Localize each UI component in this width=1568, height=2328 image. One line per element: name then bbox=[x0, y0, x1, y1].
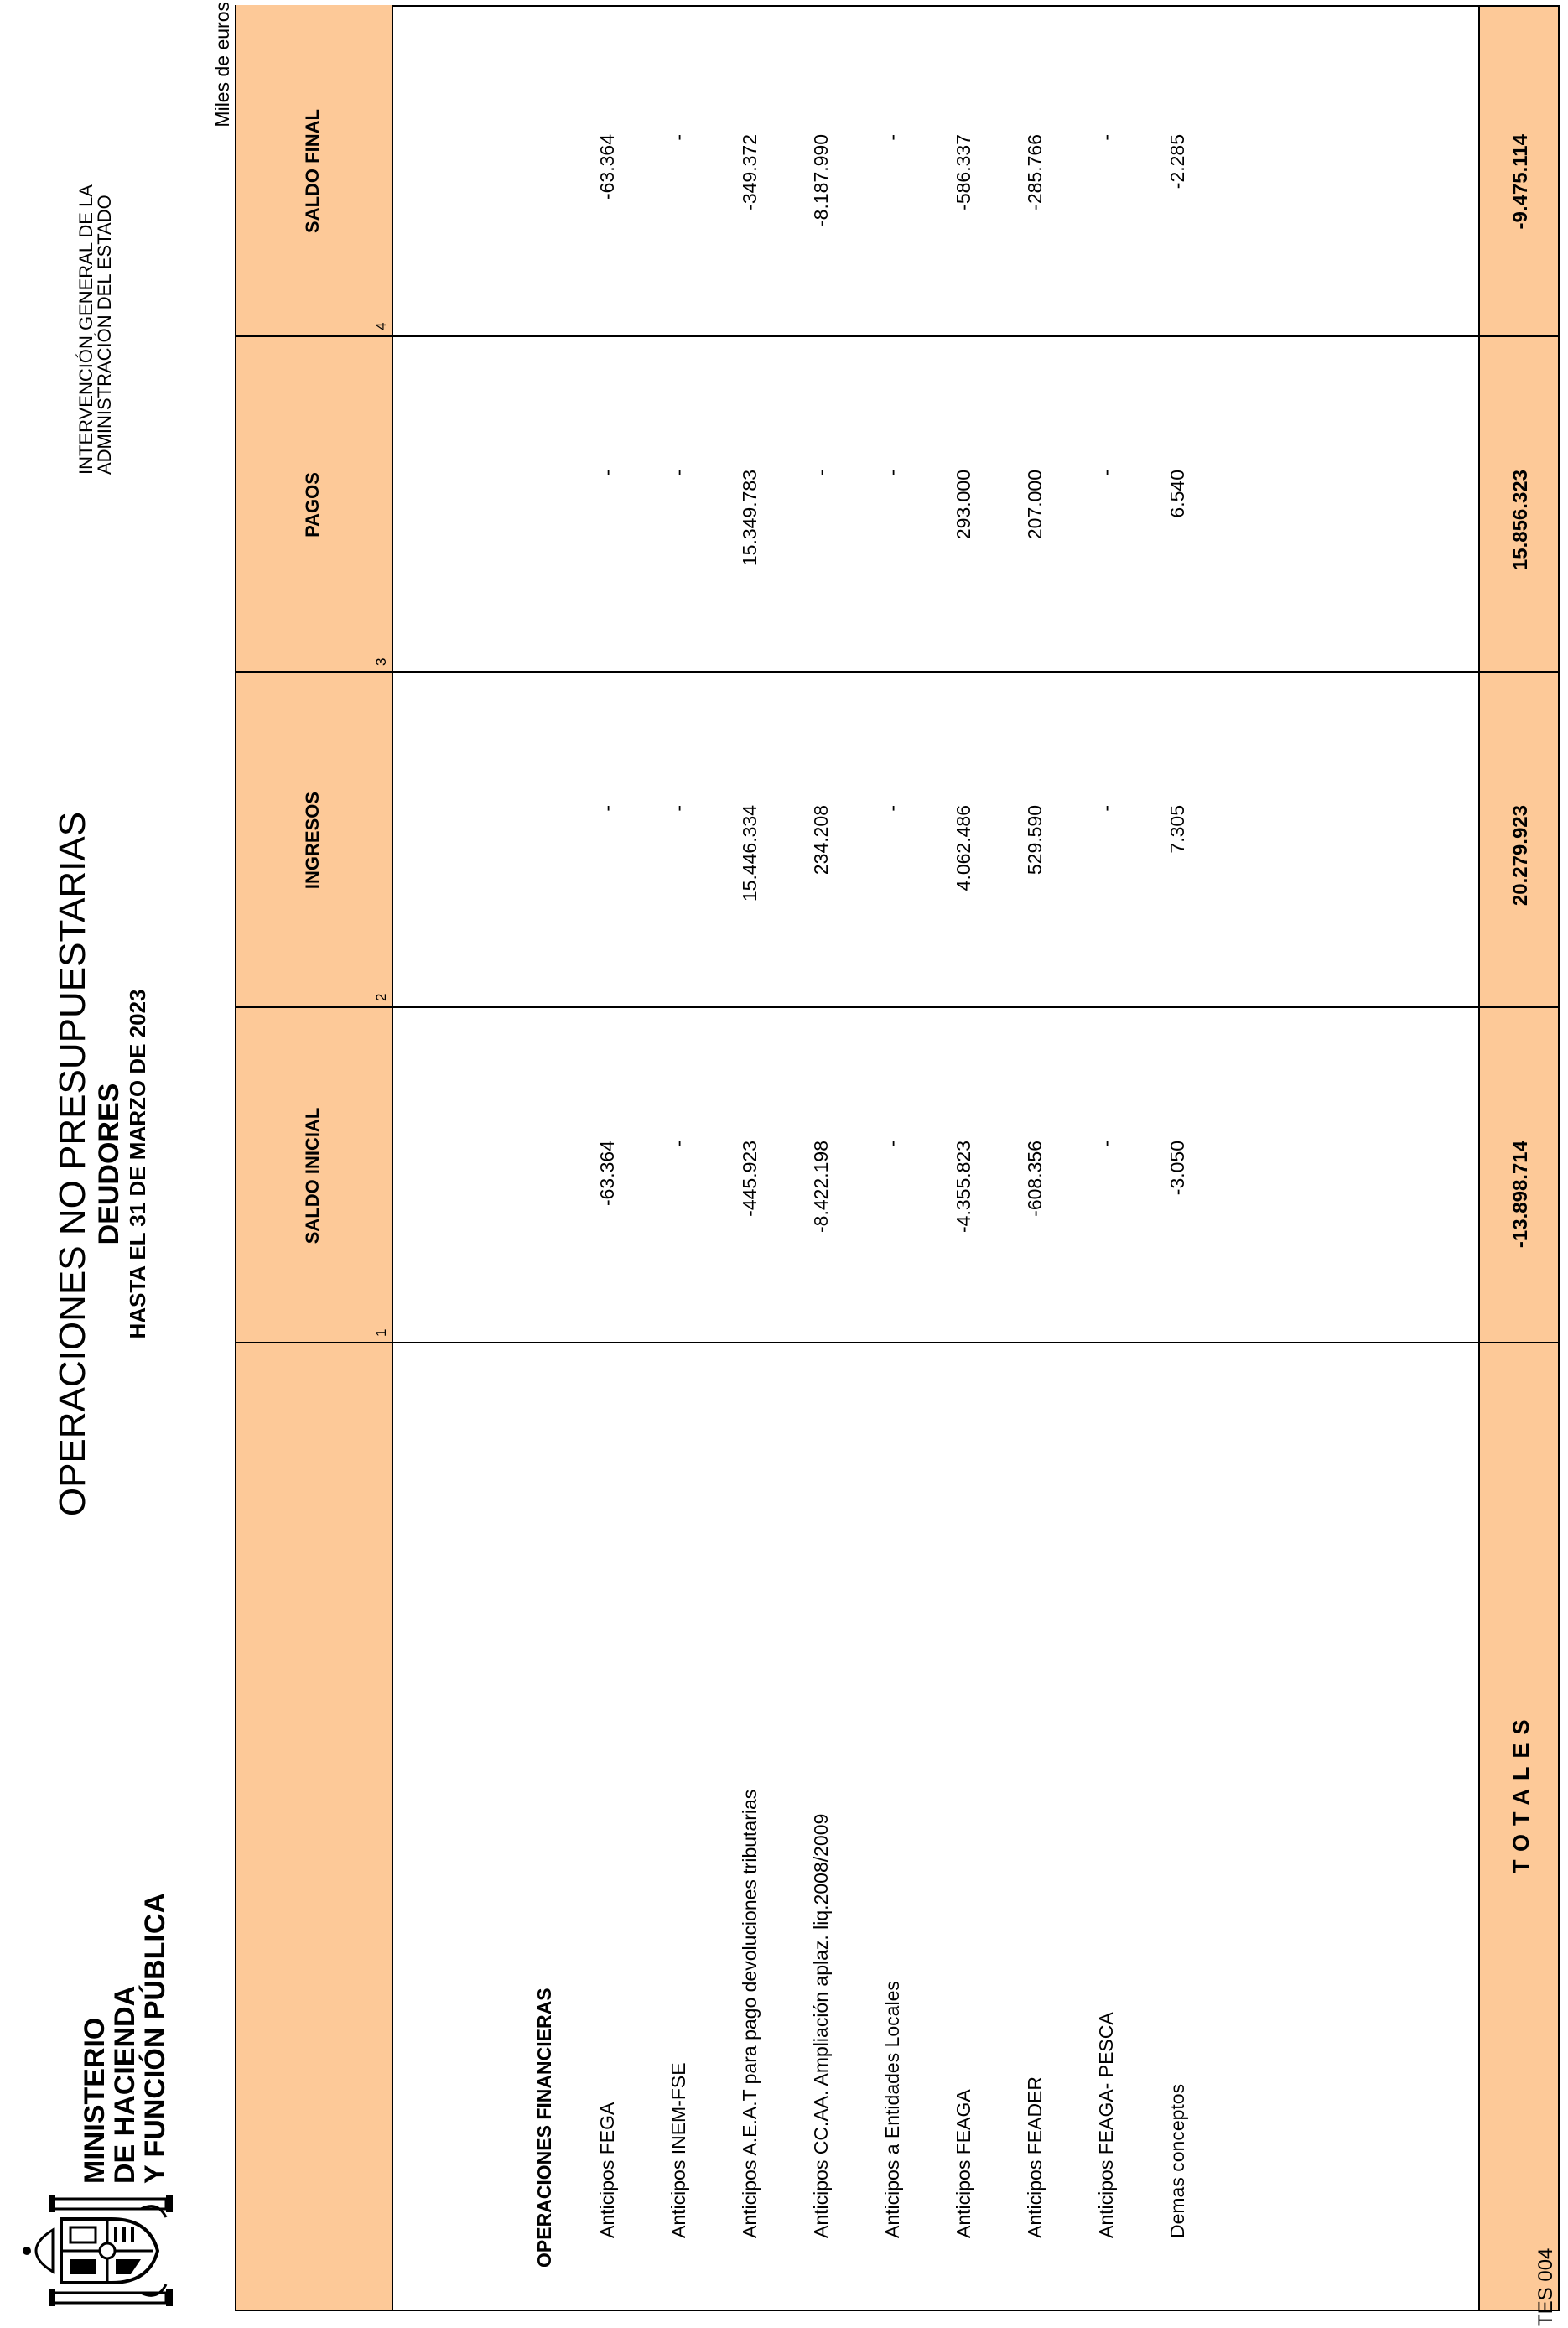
row-saldo-inicial: -63.364 bbox=[596, 1141, 618, 1207]
row-ingresos: - bbox=[596, 805, 618, 812]
units-label: Miles de euros bbox=[211, 2, 233, 127]
header-saldo-final bbox=[236, 5, 392, 337]
ministry-line-2: DE HACIENDA bbox=[109, 1985, 141, 2184]
header-saldo-inicial bbox=[236, 1008, 392, 1343]
page-title: OPERACIONES NO PRESUPUESTARIAS bbox=[52, 811, 93, 1517]
total-pagos: 15.856.323 bbox=[1509, 470, 1532, 571]
row-ingresos: - bbox=[881, 805, 903, 812]
page-subtitle: DEUDORES bbox=[93, 1083, 125, 1245]
column-divider bbox=[236, 671, 1558, 673]
row-ingresos: 4.062.486 bbox=[953, 805, 974, 891]
total-saldo-final: -9.475.114 bbox=[1509, 134, 1532, 230]
row-concept: Anticipos FEAGA bbox=[953, 2089, 974, 2238]
row-pagos: - bbox=[881, 470, 903, 476]
section-title: OPERACIONES FINANCIERAS bbox=[533, 1988, 555, 2268]
row-saldo-final: - bbox=[667, 134, 689, 141]
agency-name bbox=[77, 184, 114, 475]
date-line: HASTA EL 31 DE MARZO DE 2023 bbox=[125, 989, 150, 1339]
row-pagos: 15.349.783 bbox=[739, 470, 761, 567]
column-label: SALDO FINAL bbox=[302, 109, 323, 233]
column-divider bbox=[236, 1342, 1558, 1343]
row-saldo-inicial: - bbox=[1095, 1141, 1117, 1147]
row-saldo-final: -285.766 bbox=[1024, 134, 1046, 210]
row-saldo-final: -2.285 bbox=[1166, 134, 1188, 190]
row-saldo-inicial: -8.422.198 bbox=[810, 1141, 832, 1233]
total-ingresos: 20.279.923 bbox=[1509, 805, 1532, 907]
header-ingresos bbox=[236, 673, 392, 1008]
row-saldo-inicial: -3.050 bbox=[1166, 1141, 1188, 1196]
totals-label: TOTALES bbox=[1508, 1711, 1534, 1873]
row-concept: Demas conceptos bbox=[1166, 2083, 1188, 2238]
header-pagos bbox=[236, 337, 392, 673]
row-pagos: - bbox=[596, 470, 618, 476]
row-saldo-final: -63.364 bbox=[596, 134, 618, 200]
row-concept: Anticipos A.E.A.T para pago devoluciones tributarias bbox=[739, 1789, 761, 2238]
row-concept: Anticipos FEAGA- PESCA bbox=[1095, 2012, 1117, 2238]
row-saldo-inicial: - bbox=[881, 1141, 903, 1147]
header-divider bbox=[392, 7, 393, 2310]
totals-divider bbox=[1478, 7, 1480, 2310]
row-saldo-final: -586.337 bbox=[953, 134, 974, 210]
row-ingresos: 234.208 bbox=[810, 805, 832, 876]
row-pagos: 6.540 bbox=[1166, 470, 1188, 518]
row-pagos: - bbox=[810, 470, 832, 476]
agency-line-1: INTERVENCIÓN GENERAL DE LA bbox=[75, 184, 96, 475]
row-ingresos: - bbox=[1095, 805, 1117, 812]
row-pagos: - bbox=[1095, 470, 1117, 476]
row-concept: Anticipos INEM-FSE bbox=[667, 2062, 689, 2238]
row-saldo-inicial: -445.923 bbox=[739, 1141, 761, 1217]
column-label: PAGOS bbox=[302, 472, 323, 538]
column-label: INGRESOS bbox=[302, 791, 323, 890]
row-ingresos: 529.590 bbox=[1024, 805, 1046, 876]
row-pagos: - bbox=[667, 470, 689, 476]
column-number: 4 bbox=[373, 322, 389, 330]
row-pagos: 293.000 bbox=[953, 470, 974, 540]
row-ingresos: 7.305 bbox=[1166, 805, 1188, 854]
row-saldo-inicial: - bbox=[667, 1141, 689, 1147]
row-saldo-final: - bbox=[1095, 134, 1117, 141]
header-concept-cell bbox=[236, 1343, 392, 2310]
column-number: 1 bbox=[373, 1328, 389, 1337]
row-concept: Anticipos CC.AA. Ampliación aplaz. liq.2008/2009 bbox=[810, 1813, 832, 2238]
row-concept: Anticipos a Entidades Locales bbox=[881, 1981, 903, 2238]
ministry-line-3: Y FUNCIÓN PÚBLICA bbox=[139, 1893, 171, 2184]
column-label: SALDO INICIAL bbox=[302, 1107, 323, 1245]
row-ingresos: 15.446.334 bbox=[739, 805, 761, 902]
row-pagos: 207.000 bbox=[1024, 470, 1046, 540]
row-concept: Anticipos FEADER bbox=[1024, 2076, 1046, 2238]
row-saldo-inicial: -608.356 bbox=[1024, 1141, 1046, 1217]
data-table bbox=[235, 5, 1560, 2311]
row-saldo-final: - bbox=[881, 134, 903, 141]
agency-line-2: ADMINISTRACIÓN DEL ESTADO bbox=[94, 195, 115, 475]
total-saldo-inicial: -13.898.714 bbox=[1509, 1141, 1532, 1249]
row-saldo-final: -8.187.990 bbox=[810, 134, 832, 226]
column-divider bbox=[236, 335, 1558, 337]
form-code: TES 004 bbox=[1534, 2247, 1557, 2326]
column-number: 2 bbox=[373, 993, 389, 1001]
ministry-line-1: MINISTERIO bbox=[79, 2017, 111, 2184]
row-saldo-inicial: -4.355.823 bbox=[953, 1141, 974, 1233]
row-saldo-final: -349.372 bbox=[739, 134, 761, 210]
row-ingresos: - bbox=[667, 805, 689, 812]
column-number: 3 bbox=[373, 657, 389, 666]
column-divider bbox=[236, 1006, 1558, 1008]
row-concept: Anticipos FEGA bbox=[596, 2102, 618, 2238]
